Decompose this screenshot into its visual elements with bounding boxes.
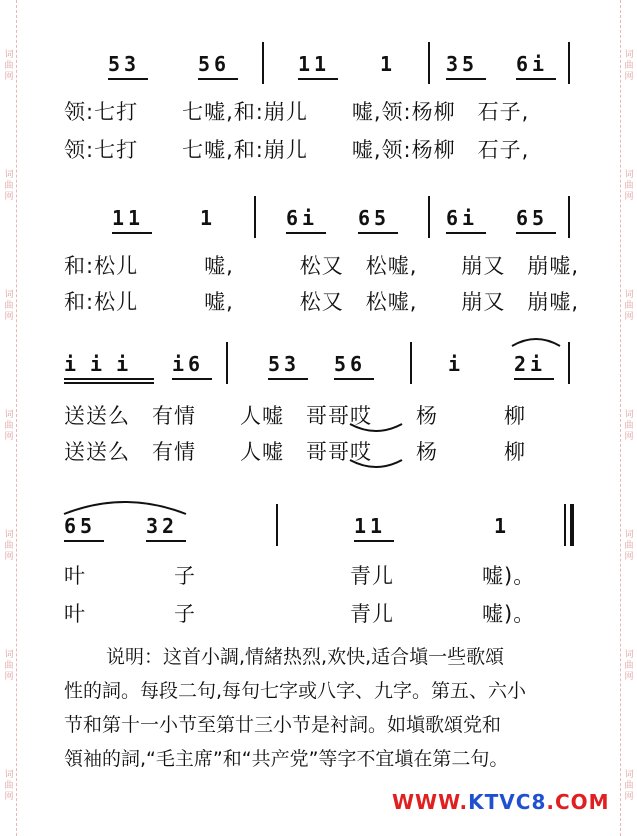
site-suffix: .COM bbox=[546, 790, 610, 814]
note-group: i6 bbox=[172, 352, 205, 376]
note-underline bbox=[514, 378, 554, 380]
bar-line bbox=[276, 504, 278, 546]
bar-line bbox=[428, 196, 430, 238]
note-underline bbox=[358, 232, 398, 234]
lyric-line: 和:松儿 嘘, 松又 松嘘, 崩又 崩嘘, bbox=[64, 290, 580, 314]
note-group: 11 bbox=[112, 206, 145, 230]
note-group: 11 bbox=[298, 52, 331, 76]
note-underline bbox=[446, 78, 486, 80]
bar-line bbox=[428, 42, 430, 84]
note-group: 65 bbox=[358, 206, 391, 230]
slur-mark bbox=[510, 332, 562, 348]
lyric-line: 领:七打 七嘘,和:崩儿 嘘,领:杨柳 石子, bbox=[64, 138, 530, 162]
note-group: 65 bbox=[64, 514, 97, 538]
watermark-text: 词 曲 网 bbox=[624, 530, 634, 562]
note-group: 32 bbox=[146, 514, 179, 538]
note-underline bbox=[286, 232, 326, 234]
bar-line bbox=[568, 196, 570, 238]
note-underline bbox=[354, 540, 394, 542]
slur-mark bbox=[60, 494, 190, 516]
note-underline bbox=[172, 378, 212, 380]
watermark-text: 词 曲 网 bbox=[624, 770, 634, 802]
watermark-text: 词 曲 网 bbox=[624, 170, 634, 202]
watermark-text: 词 曲 网 bbox=[624, 410, 634, 442]
note-group: 56 bbox=[334, 352, 367, 376]
note-group: 1 bbox=[494, 514, 511, 538]
explanation-note bbox=[64, 640, 584, 776]
note-group: 6i bbox=[516, 52, 549, 76]
note-underline bbox=[64, 382, 154, 384]
lyric-line: 叶 子 青儿 嘘)。 bbox=[64, 602, 536, 626]
note-group: 1 bbox=[380, 52, 397, 76]
note-underline bbox=[516, 232, 556, 234]
site-logo bbox=[392, 790, 610, 814]
bar-line bbox=[568, 42, 570, 84]
slur-mark bbox=[348, 422, 404, 436]
lyric-line: 领:七打 七嘘,和:崩儿 嘘,领:杨柳 石子, bbox=[64, 100, 530, 124]
bar-line bbox=[254, 196, 256, 238]
watermark-text: 词 曲 网 bbox=[624, 50, 634, 82]
lyric-line: 和:松儿 嘘, 松又 松嘘, 崩又 崩嘘, bbox=[64, 254, 580, 278]
bar-line bbox=[568, 342, 570, 384]
note-underline bbox=[112, 232, 152, 234]
note-group: 53 bbox=[108, 52, 141, 76]
lyric-line: 送送么 有情 人嘘 哥哥哎 杨 柳 bbox=[64, 440, 526, 464]
slur-mark bbox=[348, 458, 404, 472]
note-line: 領袖的詞,“毛主席”和“共产党”等字不宜塡在第二句。 bbox=[64, 748, 509, 770]
note-group: 35 bbox=[446, 52, 479, 76]
note-line: 性的詞。每段二句,每句七字或八字、九字。第五、六小 bbox=[64, 680, 527, 702]
bar-line bbox=[410, 342, 412, 384]
note-underline bbox=[64, 540, 104, 542]
note-underline bbox=[146, 540, 186, 542]
bar-line bbox=[262, 42, 264, 84]
note-group: 65 bbox=[516, 206, 549, 230]
note-group: 1 bbox=[200, 206, 217, 230]
watermark-text: 词 曲 网 bbox=[4, 50, 14, 82]
watermark-text: 词 曲 网 bbox=[4, 170, 14, 202]
watermark-text: 词 曲 网 bbox=[4, 770, 14, 802]
note-line: 说明：这首小調,情緒热烈,欢快,适合塡一些歌頌 bbox=[106, 646, 505, 668]
final-bar-line bbox=[570, 504, 574, 546]
watermark-text: 词 曲 网 bbox=[4, 410, 14, 442]
watermark-text: 词 曲 网 bbox=[624, 290, 634, 322]
note-underline bbox=[334, 378, 374, 380]
note-underline bbox=[298, 78, 338, 80]
note-group: 6i bbox=[286, 206, 319, 230]
watermark-text: 词 曲 网 bbox=[4, 650, 14, 682]
note-line: 节和第十一小节至第廿三小节是衬詞。如塡歌頌党和 bbox=[64, 714, 502, 736]
note-group: 56 bbox=[198, 52, 231, 76]
lyric-line: 叶 子 青儿 嘘)。 bbox=[64, 564, 536, 588]
watermark-text: 词 曲 网 bbox=[624, 650, 634, 682]
note-underline bbox=[198, 78, 238, 80]
bar-line bbox=[564, 504, 566, 546]
note-underline bbox=[446, 232, 486, 234]
note-underline bbox=[64, 378, 154, 380]
note-underline bbox=[268, 378, 308, 380]
site-prefix: WWW. bbox=[392, 790, 469, 814]
note-group: 53 bbox=[268, 352, 301, 376]
note-group: 2i bbox=[514, 352, 547, 376]
watermark-text: 词 曲 网 bbox=[4, 530, 14, 562]
site-name: KTVC8 bbox=[468, 790, 547, 814]
note-group: 11 bbox=[354, 514, 387, 538]
note-underline bbox=[108, 78, 148, 80]
note-group: 6i bbox=[446, 206, 479, 230]
note-group: i bbox=[448, 352, 465, 376]
watermark-text: 词 曲 网 bbox=[4, 290, 14, 322]
note-underline bbox=[516, 78, 556, 80]
note-group: iii bbox=[64, 352, 143, 376]
lyric-line: 送送么 有情 人嘘 哥哥哎 杨 柳 bbox=[64, 404, 526, 428]
bar-line bbox=[226, 342, 228, 384]
